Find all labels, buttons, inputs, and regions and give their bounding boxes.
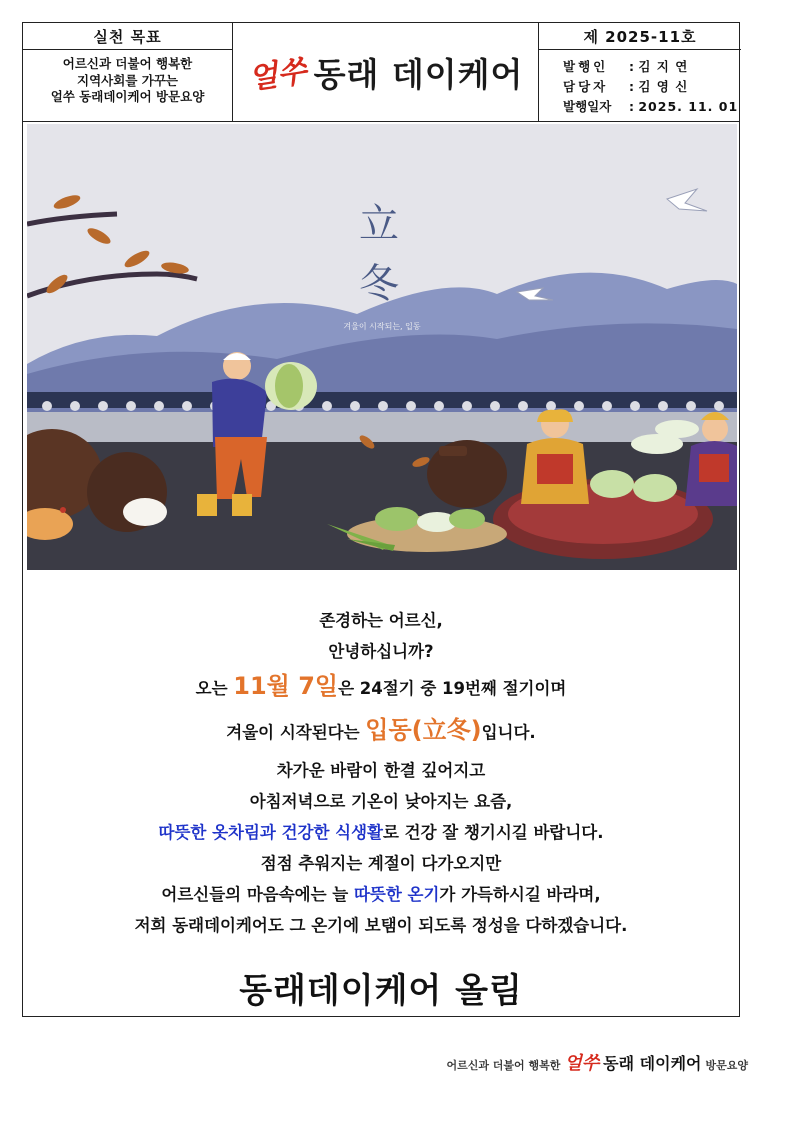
ipdong-illustration	[27, 124, 737, 570]
motto-line: 얼쑤 동래데이케어 방문요양	[50, 89, 205, 104]
date-row	[563, 97, 741, 117]
highlight-text: 따뜻한 온기	[353, 885, 440, 904]
issue-number: 제 2025-11호	[539, 23, 741, 50]
footer-logo-mark: 얼쑤	[564, 1053, 600, 1074]
illustration-caption: 겨울이 시작되는, 입동	[343, 322, 421, 331]
letter-text: 어르신들의 마음속에는 늘	[161, 885, 354, 904]
letter-line	[23, 708, 739, 755]
ipdong-term: 입동(立冬)	[365, 716, 482, 744]
colon: :	[629, 99, 634, 114]
letter-line: 차가운 바람이 한결 깊어지고	[276, 761, 486, 780]
motto-line: 지역사회를 가꾸는	[77, 72, 178, 88]
footer-prefix: 어르신과 더불어 행복한	[446, 1059, 561, 1072]
letter-text: 겨울이 시작된다는	[226, 723, 366, 742]
logo-text: 동래 데이케어	[313, 54, 524, 94]
newsletter-frame	[22, 22, 740, 1017]
colon: :	[629, 79, 634, 94]
letter-text: 입니다.	[481, 723, 536, 742]
letter-text: 로 건강 잘 챙기시길 바랍니다.	[382, 823, 604, 842]
colon: :	[629, 59, 634, 74]
letter-text: 가 가득하시길 바라며,	[439, 885, 601, 904]
brand-logo	[233, 23, 538, 121]
motto-line: 어르신과 더불어 행복한	[62, 56, 193, 71]
illustration-drawing	[27, 124, 737, 570]
manager-label: 담당자	[563, 79, 609, 94]
logo-mark: 얼쑤	[245, 54, 309, 97]
issue-meta	[539, 50, 741, 117]
hanja-ip: 立	[359, 201, 399, 247]
letter-line: 존경하는 어르신,	[319, 611, 443, 630]
letter-text: 은 24절기 중 19번째 절기이며	[338, 679, 567, 698]
publisher-label: 발행인	[563, 59, 609, 74]
letter-line: 저희 동래데이케어도 그 온기에 보탬이 되도록 정성을 다하겠습니다.	[134, 916, 628, 935]
manager-row	[563, 77, 741, 97]
date-label: 발행일자	[563, 99, 612, 114]
greeting-letter	[23, 605, 739, 941]
letter-line	[23, 879, 739, 910]
hanja-dong: 冬	[359, 261, 399, 307]
logo-cell	[233, 23, 539, 121]
issue-cell	[539, 23, 741, 121]
publisher-row	[563, 57, 741, 77]
stone-wall	[27, 412, 737, 442]
footer-suffix: 방문요양	[705, 1059, 748, 1072]
footer-name: 동래 데이케어	[603, 1054, 702, 1073]
letter-line	[23, 817, 739, 848]
letter-line: 안녕하십니까?	[328, 642, 434, 661]
goal-title: 실천 목표	[23, 23, 232, 50]
publisher-value: 김 지 연	[638, 59, 689, 74]
footer-brand	[446, 1049, 748, 1075]
letter-line: 점점 추워지는 계절이 다가오지만	[260, 854, 502, 873]
letter-line: 아침저녁으로 기온이 낮아지는 요즘,	[249, 792, 513, 811]
goal-cell	[23, 23, 233, 121]
manager-value: 김 영 신	[638, 79, 689, 94]
date-value: 2025. 11. 01	[638, 99, 739, 114]
letter-line	[23, 667, 739, 708]
motto	[23, 50, 232, 106]
ipdong-date: 11월 7일	[233, 672, 339, 700]
signature: 동래데이케어 올림	[239, 971, 523, 1011]
letter-text: 오는	[195, 679, 234, 698]
highlight-text: 따뜻한 옷차림과 건강한 식생활	[158, 823, 383, 842]
header-table	[23, 23, 739, 122]
